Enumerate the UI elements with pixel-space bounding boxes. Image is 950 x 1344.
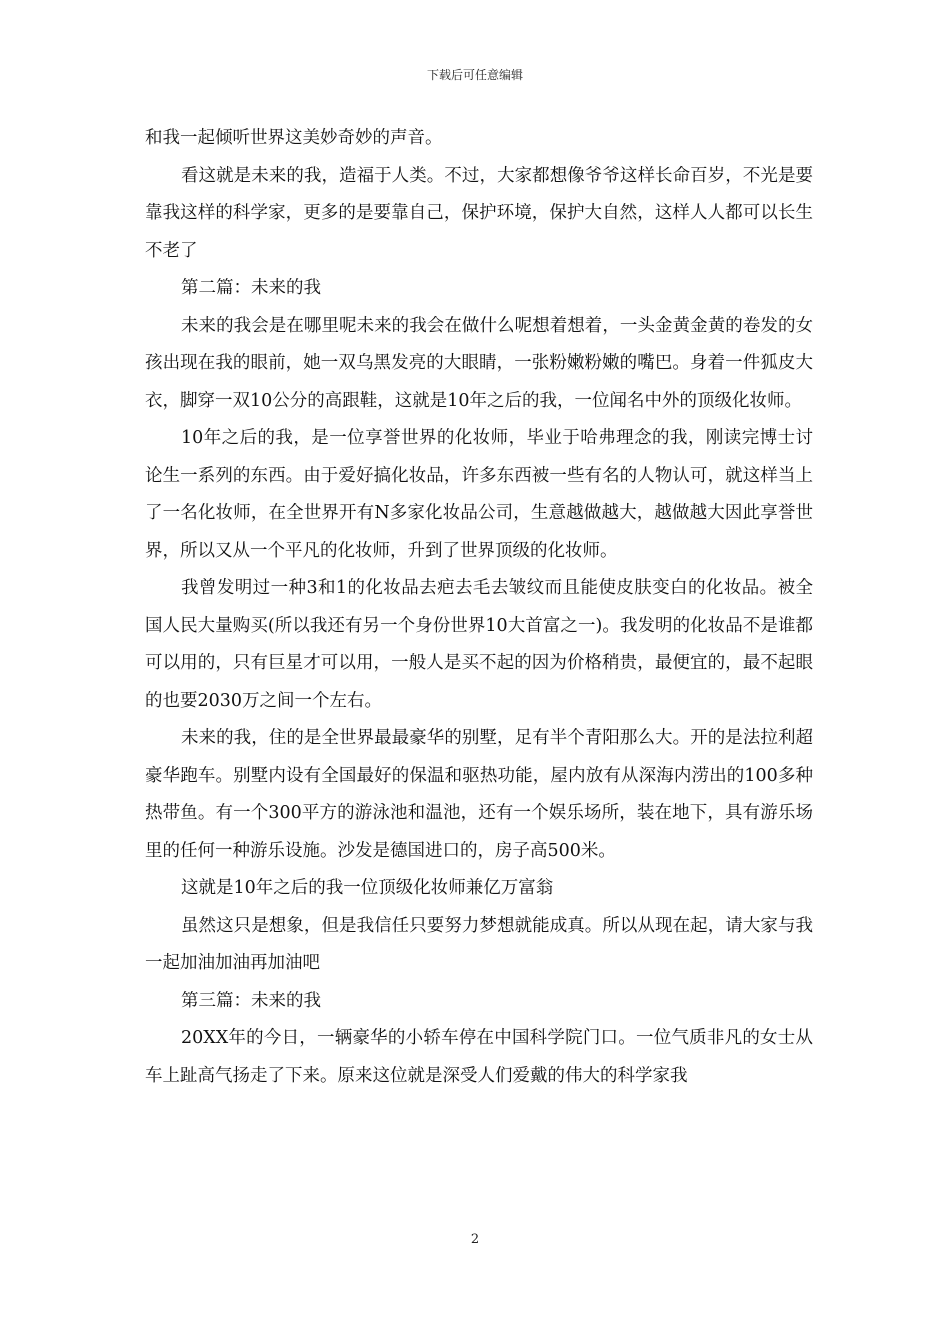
paragraph: 未来的我会是在哪里呢未来的我会在做什么呢想着想着，一头金黄金黄的卷发的女孩出现在我的眼前，她一双乌黑发亮的大眼睛，一张粉嫩粉嫩的嘴巴。身着一件狐皮大衣，脚穿一双10公分的高跟鞋，这就是10年之后的我，一位闻名中外的顶级化妆师。 — [145, 315, 813, 411]
paragraph: 和我一起倾听世界这美妙奇妙的声音。 — [145, 128, 443, 148]
paragraph: 我曾发明过一种3和1的化妆品去疤去毛去皱纹而且能使皮肤变白的化妆品。被全国人民大量购买(所以我还有另一个身份世界10大首富之一)。我发明的化妆品不是谁都可以用的，只有巨星才可以用，一般人是买不起的因为价格稍贵，最便宜的，最不起眼的也要2030万之间一个左右。 — [145, 578, 813, 711]
paragraph: 虽然这只是想象，但是我信任只要努力梦想就能成真。所以从现在起，请大家与我一起加油加油再加油吧 — [145, 915, 813, 973]
paragraph: 看这就是未来的我，造福于人类。不过，大家都想像爷爷这样长命百岁，不光是要靠我这样的科学家，更多的是要靠自己，保护环境，保护大自然，这样人人都可以长生不老了 — [145, 165, 813, 261]
section-heading: 第二篇：未来的我 — [181, 278, 321, 298]
page-number: 2 — [470, 1232, 480, 1247]
paragraph: 20XX年的今日，一辆豪华的小轿车停在中国科学院门口。一位气质非凡的女士从车上趾高气扬走了下来。原来这位就是深受人们爱戴的伟大的科学家我 — [145, 1028, 813, 1086]
paragraph: 这就是10年之后的我一位顶级化妆师兼亿万富翁 — [181, 878, 554, 898]
page-header: 下载后可任意编辑 — [426, 68, 523, 82]
section-heading: 第三篇：未来的我 — [181, 990, 321, 1011]
document-body — [145, 120, 813, 1095]
paragraph: 10年之后的我，是一位享誉世界的化妆师，毕业于哈弗理念的我，刚读完博士讨论生一系列的东西。由于爱好搞化妆品，许多东西被一些有名的人物认可，就这样当上了一名化妆师，在全世界开有N多家化妆品公司，生意越做越大，越做越大因此享誉世界，所以又从一个平凡的化妆师，升到了世界顶级的化妆师。 — [145, 428, 813, 561]
paragraph: 未来的我，住的是全世界最最豪华的别墅，足有半个青阳那么大。开的是法拉利超豪华跑车。别墅内设有全国最好的保温和驱热功能，屋内放有从深海内涝出的100多种热带鱼。有一个300平方的游泳池和温池，还有一个娱乐场所，装在地下，具有游乐场里的任何一种游乐设施。沙发是德国进口的，房子高500米。 — [145, 728, 813, 861]
